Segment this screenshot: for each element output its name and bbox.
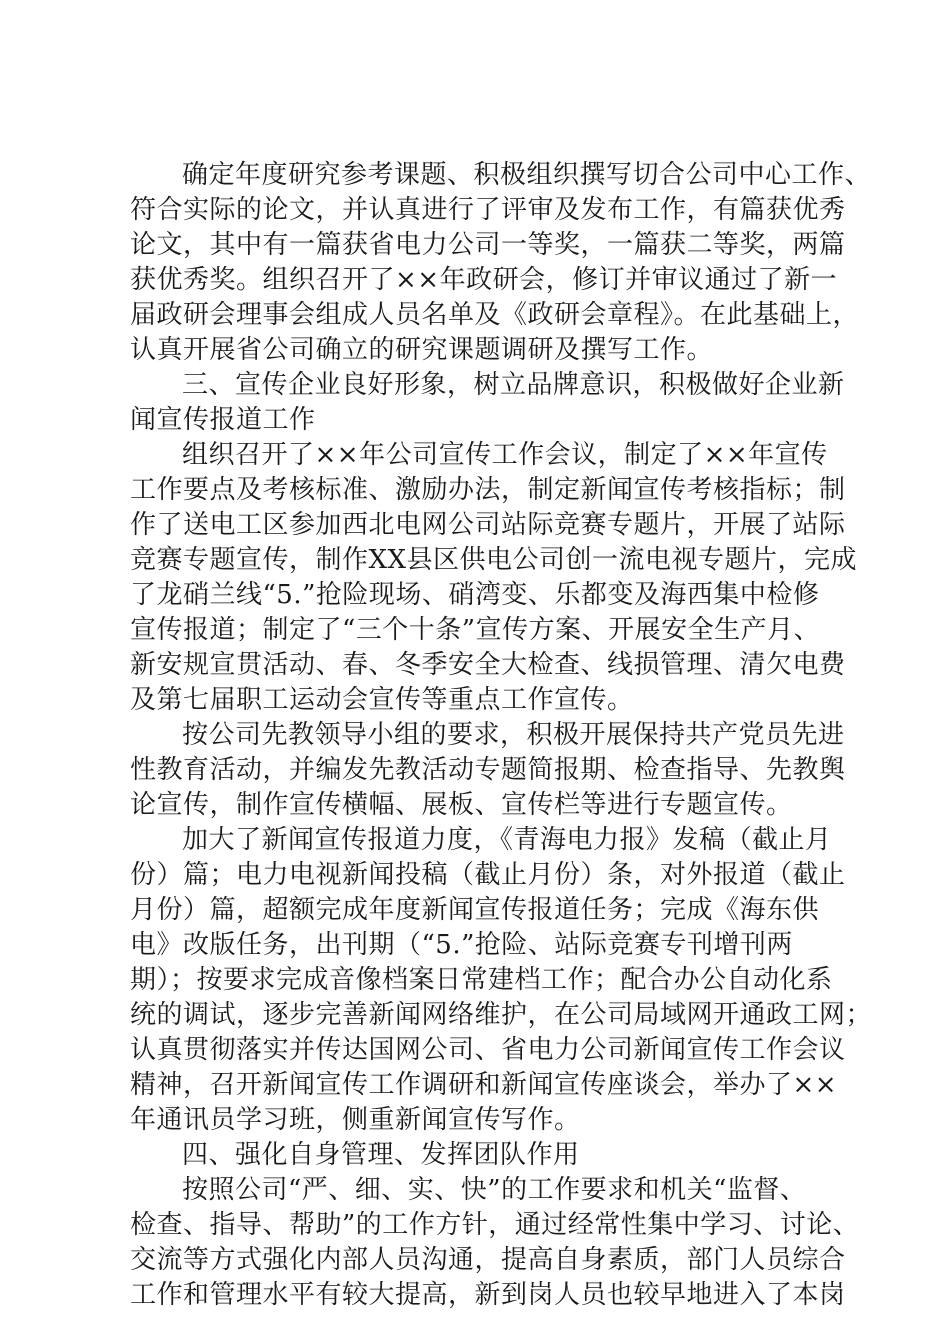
text-line: 及第七届职工运动会宣传等重点工作宣传。 [130, 685, 634, 715]
text-line: 按公司先教领导小组的要求，积极开展保持共产党员先进 [182, 720, 845, 750]
text-line: 确定年度研究参考课题、积极组织撰写切合公司中心工作、 [182, 160, 872, 190]
text-line: 获优秀奖。组织召开了××年政研会，修订并审议通过了新一 [130, 265, 838, 295]
text-line: 符合实际的论文，并认真进行了评审及发布工作，有篇获优秀 [130, 195, 846, 225]
section-heading: 四、强化自身管理、发挥团队作用 [182, 1140, 580, 1170]
text-line: 认真开展省公司确立的研究课题调研及撰写工作。 [130, 335, 714, 365]
text-line: 性教育活动，并编发先教活动专题简报期、检查指导、先教舆 [130, 755, 846, 785]
section-heading: 闻宣传报道工作 [130, 405, 316, 435]
section-heading: 三、宣传企业良好形象，树立品牌意识，积极做好企业新 [182, 370, 845, 400]
text-line: 检查、指导、帮助”的工作方针，通过经常性集中学习、讨论、 [130, 1210, 860, 1240]
text-line: 份）篇；电力电视新闻投稿（截止月份）条，对外报道（截止 [130, 860, 846, 890]
text-line: 组织召开了××年公司宣传工作会议，制定了××年宣传 [182, 440, 828, 470]
text-line: 认真贯彻落实并传达国网公司、省电力公司新闻宣传工作会议 [130, 1035, 846, 1065]
text-line: 统的调试，逐步完善新闻网络维护，在公司局域网开通政工网； [130, 1000, 873, 1030]
text-line: 竞赛专题宣传，制作XX县区供电公司创一流电视专题片，完成 [130, 545, 858, 575]
text-line: 作了送电工区参加西北电网公司站际竞赛专题片，开展了站际 [130, 510, 846, 540]
text-line: 精神，召开新闻宣传工作调研和新闻宣传座谈会，举办了×× [130, 1070, 838, 1100]
text-line: 交流等方式强化内部人员沟通，提高自身素质，部门人员综合 [130, 1245, 846, 1275]
text-line: 了龙硝兰线“5.”抢险现场、硝湾变、乐都变及海西集中检修 [130, 580, 820, 610]
text-line: 工作要点及考核标准、激励办法，制定新闻宣传考核指标；制 [130, 475, 846, 505]
text-line: 宣传报道；制定了“三个十条”宣传方案、开展安全生产月、 [130, 615, 821, 645]
text-line: 论宣传，制作宣传横幅、展板、宣传栏等进行专题宣传。 [130, 790, 793, 820]
text-line: 论文，其中有一篇获省电力公司一等奖，一篇获二等奖，两篇 [130, 230, 846, 260]
text-line: 加大了新闻宣传报道力度，《青海电力报》发稿（截止月 [182, 825, 832, 855]
text-line: 月份）篇，超额完成年度新闻宣传报道任务；完成《海东供 [130, 895, 820, 925]
text-line: 工作和管理水平有较大提高，新到岗人员也较早地进入了本岗 [130, 1280, 846, 1310]
text-line: 期）；按要求完成音像档案日常建档工作；配合办公自动化系 [130, 965, 833, 995]
text-line: 届政研会理事会组成人员名单及《政研会章程》。在此基础上， [130, 300, 860, 330]
text-line: 年通讯员学习班，侧重新闻宣传写作。 [130, 1105, 581, 1135]
text-line: 按照公司“严、细、实、快”的工作要求和机关“监督、 [182, 1175, 807, 1205]
text-line: 新安规宣贯活动、春、冬季安全大检查、线损管理、清欠电费 [130, 650, 846, 680]
text-line: 电》改版任务，出刊期（“5.”抢险、站际竞赛专刊增刊两 [130, 930, 793, 960]
